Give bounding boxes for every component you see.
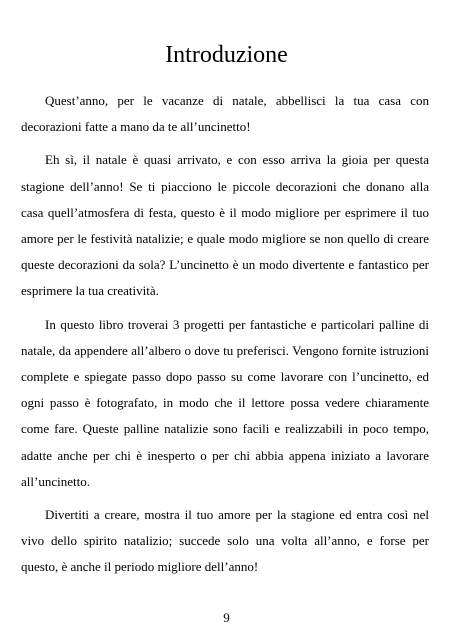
paragraph-1: Quest’anno, per le vacanze di natale, abbellisci la tua casa con decorazioni fatte a mano da te all’uncinetto! [21,93,429,135]
paragraph-2: Eh sì, il natale è quasi arrivato, e con esso arriva la gioia per questa stagione dell’anno! Se ti piacciono le piccole decorazioni che donano alla casa quell’atmosfera di festa, questo è il modo migliore per esprimere il tuo amore per le festività natalizie; e quale modo migliore se non quello di creare queste decorazioni da sola? L’uncinetto è un modo divertente e fantastico per esprimere la tua creatività. [21,152,429,299]
page-number: 9 [223,610,230,625]
page-title: Introduzione [165,42,288,68]
paragraph-3: In questo libro troverai 3 progetti per fantastiche e particolari palline di natale, da appendere all’albero o dove tu preferisci. Vengono fornite istruzioni complete e spiegate passo dopo passo su come lavorare con l’uncinetto, ed ogni passo è fotografato, in modo che il lettore possa vedere chiaramente come fare. Queste palline natalizie sono facili e realizzabili in poco tempo, adatte anche per chi è inesperto o per chi abbia appena iniziato a lavorare all’uncinetto. [21,316,429,489]
paragraph-4: Divertiti a creare, mostra il tuo amore per la stagione ed entra così nel vivo dello spirito natalizio; succede solo una volta all’anno, e forse per questo, è anche il periodo migliore dell’anno! [21,507,429,575]
body-text [21,88,429,588]
